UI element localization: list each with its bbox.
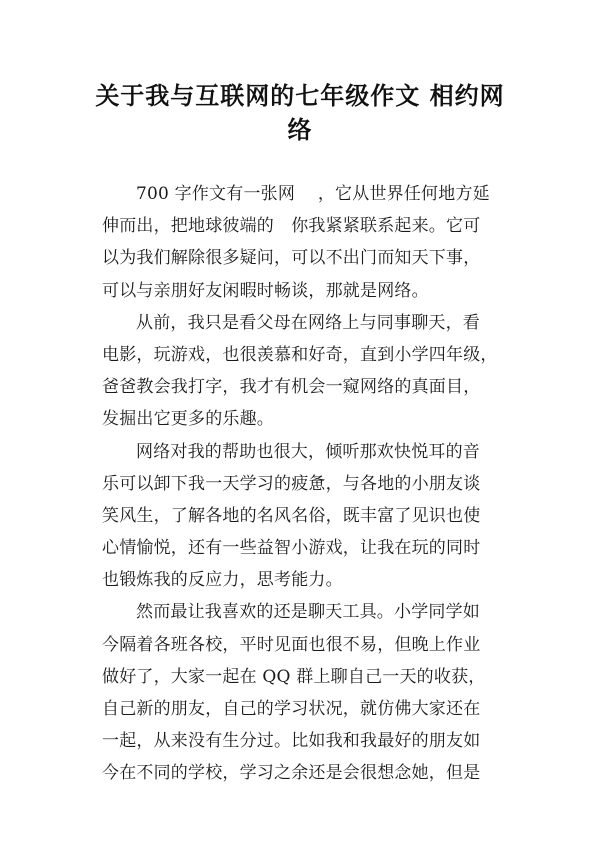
paragraph-1	[102, 178, 512, 307]
text-line: 乐可以卸下我一天学习的疲惫，与各地的小朋友谈	[102, 473, 481, 494]
text-line: 爸爸教会我打字，我才有机会一窥网络的真面目，	[102, 377, 481, 398]
text-line: 今隔着各班各校，平时见面也很不易，但晚上作业	[102, 634, 481, 655]
text-line: 一起，从来没有生分过。比如我和我最好的朋友如	[102, 731, 481, 752]
paragraph-4	[102, 596, 512, 789]
document-title-line-2: 络	[287, 116, 313, 144]
text-line: 然而最让我喜欢的还是聊天工具。小学同学如	[136, 602, 480, 623]
text-line: 笑风生，了解各地的名风名俗，既丰富了见识也使	[102, 505, 481, 526]
text-line: 心情愉悦，还有一些益智小游戏，让我在玩的同时	[102, 538, 481, 559]
document-body	[102, 178, 512, 790]
text-line: 从前，我只是看父母在网络上与同事聊天，看	[136, 312, 480, 333]
document-title-line-1: 关于我与互联网的七年级作文 相约网	[95, 82, 505, 110]
text-line: 发掘出它更多的乐趣。	[102, 409, 274, 430]
paragraph-3	[102, 436, 512, 597]
text-line: 做好了，大家一起在 QQ 群上聊自己一天的收获，	[102, 666, 486, 687]
text-line: 可以与亲朋好友闲暇时畅谈，那就是网络。	[102, 280, 429, 301]
text-line: 电影，玩游戏，也很羡慕和好奇，直到小学四年级，	[102, 344, 498, 365]
text-line: 700 字作文有一张网 ，它从世界任何地方延	[136, 184, 490, 204]
text-line: 自己新的朋友，自己的学习状况，就仿佛大家还在	[102, 699, 481, 719]
text-line: 伸而出，把地球彼端的 你我紧紧联系起来。它可	[102, 216, 481, 237]
text-line: 也锻炼我的反应力，思考能力。	[102, 570, 343, 591]
text-line: 以为我们解除很多疑问，可以不出门而知天下事，	[102, 248, 481, 269]
paragraph-2	[102, 307, 512, 436]
text-line: 网络对我的帮助也很大，倾听那欢快悦耳的音	[136, 441, 480, 462]
text-line: 今在不同的学校，学习之余还是会很想念她，但是	[102, 763, 481, 784]
